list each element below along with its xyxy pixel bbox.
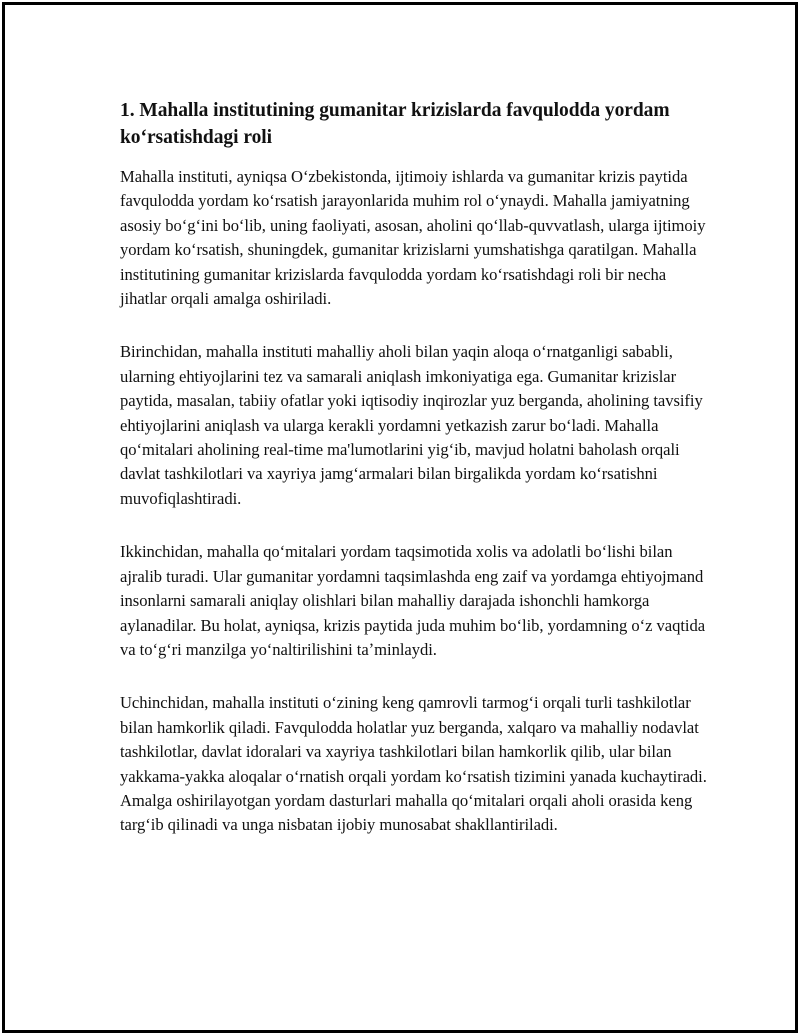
- document-body: [120, 97, 710, 867]
- section-heading: 1. Mahalla institutining gumanitar krizislarda favqulodda yordam koʻrsatishdagi roli: [120, 100, 670, 148]
- paragraph-first-point: Birinchidan, mahalla instituti mahalliy aholi bilan yaqin aloqa oʻrnatganligi sababli, ularning ehtiyojlarini tez va samarali aniqlash imkoniyatiga ega. Gumanitar krizislar paytida, masalan, tabiiy ofatlar yoki iqtisodiy inqirozlar yuz berganda, aholining tavsifiy ehtiyojlarini aniqlash va ularga kerakli yordamni yetkazish zarur boʻladi. Mahalla qoʻmitalari aholining real-time ma'lumotlarini yigʻib, mavjud holatni baholash orqali davlat tashkilotlari va xayriya jamgʻarmalari bilan birgalikda yordam koʻrsatishni muvofiqlashtiradi.: [120, 342, 703, 508]
- paragraph-third-point: Uchinchidan, mahalla instituti oʻzining keng qamrovli tarmogʻi orqali turli tashkilotlar bilan hamkorlik qiladi. Favqulodda holatlar yuz berganda, xalqaro va mahalliy nodavlat tashkilotlar, davlat idoralari va xayriya tashkilotlari bilan hamkorlik qilib, ular bilan yakkama-yakka aloqalar oʻrnatish orqali yordam koʻrsatish tizimini yanada kuchaytiradi. Amalga oshirilayotgan yordam dasturlari mahalla qoʻmitalari orqali aholi orasida keng targʻib qilinadi va unga nisbatan ijobiy munosabat shakllantiriladi.: [120, 693, 707, 835]
- paragraph-second-point: Ikkinchidan, mahalla qoʻmitalari yordam taqsimotida xolis va adolatli boʻlishi bilan ajralib turadi. Ular gumanitar yordamni taqsimlashda eng zaif va yordamga ehtiyojmand insonlarni samarali aniqlay olishlari bilan mahalliy darajada ishonchli hamkorga aylanadilar. Bu holat, ayniqsa, krizis paytida juda muhim boʻlib, yordamning oʻz vaqtida va toʻgʻri manzilga yoʻnaltirilishini taʼminlaydi.: [120, 542, 706, 659]
- document-page: [2, 2, 798, 1033]
- paragraph-intro: Mahalla instituti, ayniqsa Oʻzbekistonda, ijtimoiy ishlarda va gumanitar krizis paytida favqulodda yordam koʻrsatish jarayonlarida muhim rol oʻynaydi. Mahalla jamiyatning asosiy boʻgʻini boʻlib, uning faoliyati, asosan, aholini qoʻllab-quvvatlash, ularga ijtimoiy yordam koʻrsatish, shuningdek, gumanitar krizislarni yumshatishga qaratilgan. Mahalla institutining gumanitar krizislarda favqulodda yordam koʻrsatishdagi roli bir necha jihatlar orqali amalga oshiriladi.: [120, 167, 706, 309]
